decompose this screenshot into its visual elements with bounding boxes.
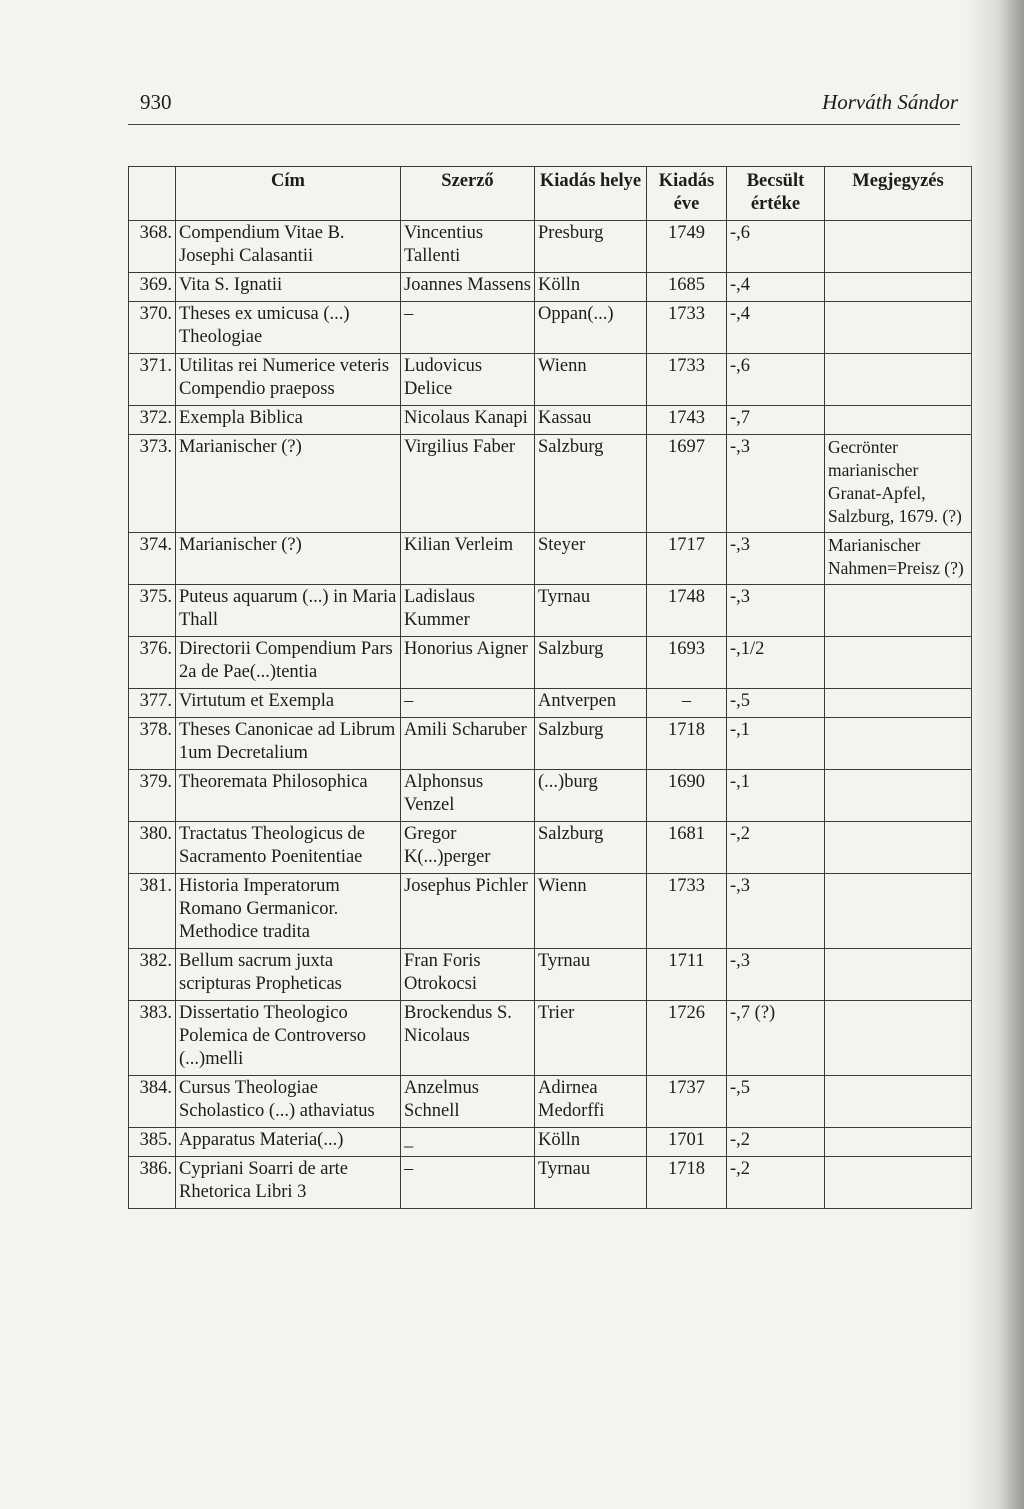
cell-author: – <box>401 1157 535 1209</box>
cell-year: 1733 <box>647 302 727 354</box>
cell-author: Ladislaus Kummer <box>401 585 535 637</box>
table-row <box>129 435 972 533</box>
table-header-row <box>129 167 972 221</box>
cell-place: Oppan(...) <box>535 302 647 354</box>
cell-value: -,3 <box>727 435 825 533</box>
cell-num: 368. <box>129 221 176 273</box>
cell-note <box>825 689 972 718</box>
cell-year: 1733 <box>647 354 727 406</box>
table-row <box>129 949 972 1001</box>
cell-value: -,1 <box>727 718 825 770</box>
cell-author: Brockendus S. Nicolaus <box>401 1001 535 1076</box>
cell-title: Marianischer (?) <box>176 533 401 585</box>
cell-author: _ <box>401 1128 535 1157</box>
cell-title: Theses Canonicae ad Librum 1um Decretalium <box>176 718 401 770</box>
cell-author: Amili Scharuber <box>401 718 535 770</box>
table-row <box>129 1076 972 1128</box>
cell-note <box>825 1001 972 1076</box>
header-note: Megjegyzés <box>825 167 972 221</box>
cell-title: Apparatus Materia(...) <box>176 1128 401 1157</box>
cell-year: 1749 <box>647 221 727 273</box>
cell-year: 1701 <box>647 1128 727 1157</box>
cell-year: 1690 <box>647 770 727 822</box>
cell-note <box>825 1157 972 1209</box>
cell-note: Marianischer Nahmen=Preisz (?) <box>825 533 972 585</box>
cell-value: -,4 <box>727 302 825 354</box>
cell-note <box>825 406 972 435</box>
cell-note <box>825 1076 972 1128</box>
cell-value: -,1 <box>727 770 825 822</box>
header-value: Becsült értéke <box>727 167 825 221</box>
cell-place: Tyrnau <box>535 1157 647 1209</box>
cell-title: Marianischer (?) <box>176 435 401 533</box>
cell-num: 370. <box>129 302 176 354</box>
cell-num: 374. <box>129 533 176 585</box>
cell-author: Joannes Massens <box>401 273 535 302</box>
cell-note <box>825 273 972 302</box>
table-row <box>129 1157 972 1209</box>
cell-note <box>825 221 972 273</box>
cell-year: 1748 <box>647 585 727 637</box>
table-body <box>129 221 972 1209</box>
cell-value: -,2 <box>727 822 825 874</box>
book-catalog-table <box>128 166 972 1209</box>
cell-value: -,3 <box>727 874 825 949</box>
cell-author: Virgilius Faber <box>401 435 535 533</box>
cell-value: -,2 <box>727 1128 825 1157</box>
cell-num: 379. <box>129 770 176 822</box>
cell-value: -,3 <box>727 949 825 1001</box>
table-row <box>129 637 972 689</box>
cell-title: Bellum sacrum juxta scripturas Propheticas <box>176 949 401 1001</box>
cell-note <box>825 822 972 874</box>
cell-year: 1733 <box>647 874 727 949</box>
cell-author: – <box>401 302 535 354</box>
header-author: Szerző <box>401 167 535 221</box>
cell-note <box>825 770 972 822</box>
cell-title: Vita S. Ignatii <box>176 273 401 302</box>
cell-num: 383. <box>129 1001 176 1076</box>
cell-num: 375. <box>129 585 176 637</box>
cell-value: -,3 <box>727 533 825 585</box>
cell-note <box>825 585 972 637</box>
cell-year: 1717 <box>647 533 727 585</box>
cell-author: Anzelmus Schnell <box>401 1076 535 1128</box>
cell-value: -,1/2 <box>727 637 825 689</box>
table-row <box>129 822 972 874</box>
cell-num: 377. <box>129 689 176 718</box>
cell-note <box>825 718 972 770</box>
cell-year: 1718 <box>647 1157 727 1209</box>
cell-value: -,4 <box>727 273 825 302</box>
cell-author: Vincentius Tallenti <box>401 221 535 273</box>
table-row <box>129 533 972 585</box>
cell-note <box>825 949 972 1001</box>
table-row <box>129 273 972 302</box>
table-row <box>129 302 972 354</box>
cell-num: 373. <box>129 435 176 533</box>
cell-value: -,2 <box>727 1157 825 1209</box>
cell-year: 1737 <box>647 1076 727 1128</box>
cell-title: Theoremata Philosophica <box>176 770 401 822</box>
cell-author: Ludovicus Delice <box>401 354 535 406</box>
cell-year: 1711 <box>647 949 727 1001</box>
cell-num: 380. <box>129 822 176 874</box>
cell-year: 1693 <box>647 637 727 689</box>
cell-value: -,7 <box>727 406 825 435</box>
cell-value: -,5 <box>727 1076 825 1128</box>
table-row <box>129 718 972 770</box>
cell-place: Kölln <box>535 1128 647 1157</box>
table-row <box>129 221 972 273</box>
cell-place: Salzburg <box>535 435 647 533</box>
cell-author: Alphonsus Venzel <box>401 770 535 822</box>
table-row <box>129 770 972 822</box>
cell-num: 378. <box>129 718 176 770</box>
cell-place: Tyrnau <box>535 949 647 1001</box>
page-header <box>128 86 960 125</box>
cell-year: 1718 <box>647 718 727 770</box>
cell-place: Salzburg <box>535 822 647 874</box>
cell-num: 371. <box>129 354 176 406</box>
cell-value: -,7 (?) <box>727 1001 825 1076</box>
cell-num: 369. <box>129 273 176 302</box>
cell-note <box>825 874 972 949</box>
cell-title: Dissertatio Theologico Polemica de Controverso (...)melli <box>176 1001 401 1076</box>
cell-place: Wienn <box>535 874 647 949</box>
cell-title: Compendium Vitae B. Josephi Calasantii <box>176 221 401 273</box>
cell-place: Antverpen <box>535 689 647 718</box>
cell-num: 386. <box>129 1157 176 1209</box>
cell-note <box>825 302 972 354</box>
cell-author: Kilian Verleim <box>401 533 535 585</box>
cell-num: 376. <box>129 637 176 689</box>
table-row <box>129 1001 972 1076</box>
cell-num: 385. <box>129 1128 176 1157</box>
header-place: Kiadás helye <box>535 167 647 221</box>
cell-num: 372. <box>129 406 176 435</box>
cell-place: Salzburg <box>535 718 647 770</box>
cell-place: Adirnea Medorffi <box>535 1076 647 1128</box>
cell-place: Salzburg <box>535 637 647 689</box>
cell-title: Theses ex umicusa (...) Theologiae <box>176 302 401 354</box>
cell-year: 1743 <box>647 406 727 435</box>
cell-place: Kassau <box>535 406 647 435</box>
cell-author: Fran Foris Otrokocsi <box>401 949 535 1001</box>
cell-place: Tyrnau <box>535 585 647 637</box>
cell-value: -,6 <box>727 221 825 273</box>
cell-num: 381. <box>129 874 176 949</box>
cell-place: Steyer <box>535 533 647 585</box>
cell-title: Utilitas rei Numerice veteris Compendio praeposs <box>176 354 401 406</box>
cell-place: Wienn <box>535 354 647 406</box>
cell-num: 384. <box>129 1076 176 1128</box>
table-row <box>129 406 972 435</box>
cell-year: – <box>647 689 727 718</box>
page-edge-shadow <box>966 0 1024 1509</box>
cell-title: Historia Imperatorum Romano Germanicor. Methodice tradita <box>176 874 401 949</box>
cell-place: (...)burg <box>535 770 647 822</box>
cell-author: Honorius Aigner <box>401 637 535 689</box>
cell-note <box>825 1128 972 1157</box>
cell-title: Directorii Compendium Pars 2a de Pae(...)tentia <box>176 637 401 689</box>
cell-author: Gregor K(...)perger <box>401 822 535 874</box>
cell-value: -,6 <box>727 354 825 406</box>
cell-year: 1685 <box>647 273 727 302</box>
header-year: Kiadás éve <box>647 167 727 221</box>
cell-year: 1726 <box>647 1001 727 1076</box>
table-row <box>129 874 972 949</box>
cell-author: Josephus Pichler <box>401 874 535 949</box>
table-row <box>129 354 972 406</box>
cell-num: 382. <box>129 949 176 1001</box>
cell-place: Trier <box>535 1001 647 1076</box>
cell-value: -,3 <box>727 585 825 637</box>
table-row <box>129 689 972 718</box>
cell-value: -,5 <box>727 689 825 718</box>
page-number: 930 <box>140 90 172 114</box>
cell-author: – <box>401 689 535 718</box>
cell-title: Exempla Biblica <box>176 406 401 435</box>
cell-place: Presburg <box>535 221 647 273</box>
cell-title: Virtutum et Exempla <box>176 689 401 718</box>
cell-year: 1681 <box>647 822 727 874</box>
cell-title: Cursus Theologiae Scholastico (...) athaviatus <box>176 1076 401 1128</box>
header-num <box>129 167 176 221</box>
cell-title: Cypriani Soarri de arte Rhetorica Libri 3 <box>176 1157 401 1209</box>
cell-year: 1697 <box>647 435 727 533</box>
cell-author: Nicolaus Kanapi <box>401 406 535 435</box>
cell-note <box>825 354 972 406</box>
running-head: Horváth Sándor <box>822 90 958 114</box>
cell-note <box>825 637 972 689</box>
table-row <box>129 585 972 637</box>
cell-note: Gecrönter marianischer Granat-Apfel, Salzburg, 1679. (?) <box>825 435 972 533</box>
table-row <box>129 1128 972 1157</box>
cell-title: Tractatus Theologicus de Sacramento Poenitentiae <box>176 822 401 874</box>
cell-title: Puteus aquarum (...) in Maria Thall <box>176 585 401 637</box>
header-title: Cím <box>176 167 401 221</box>
cell-place: Kölln <box>535 273 647 302</box>
